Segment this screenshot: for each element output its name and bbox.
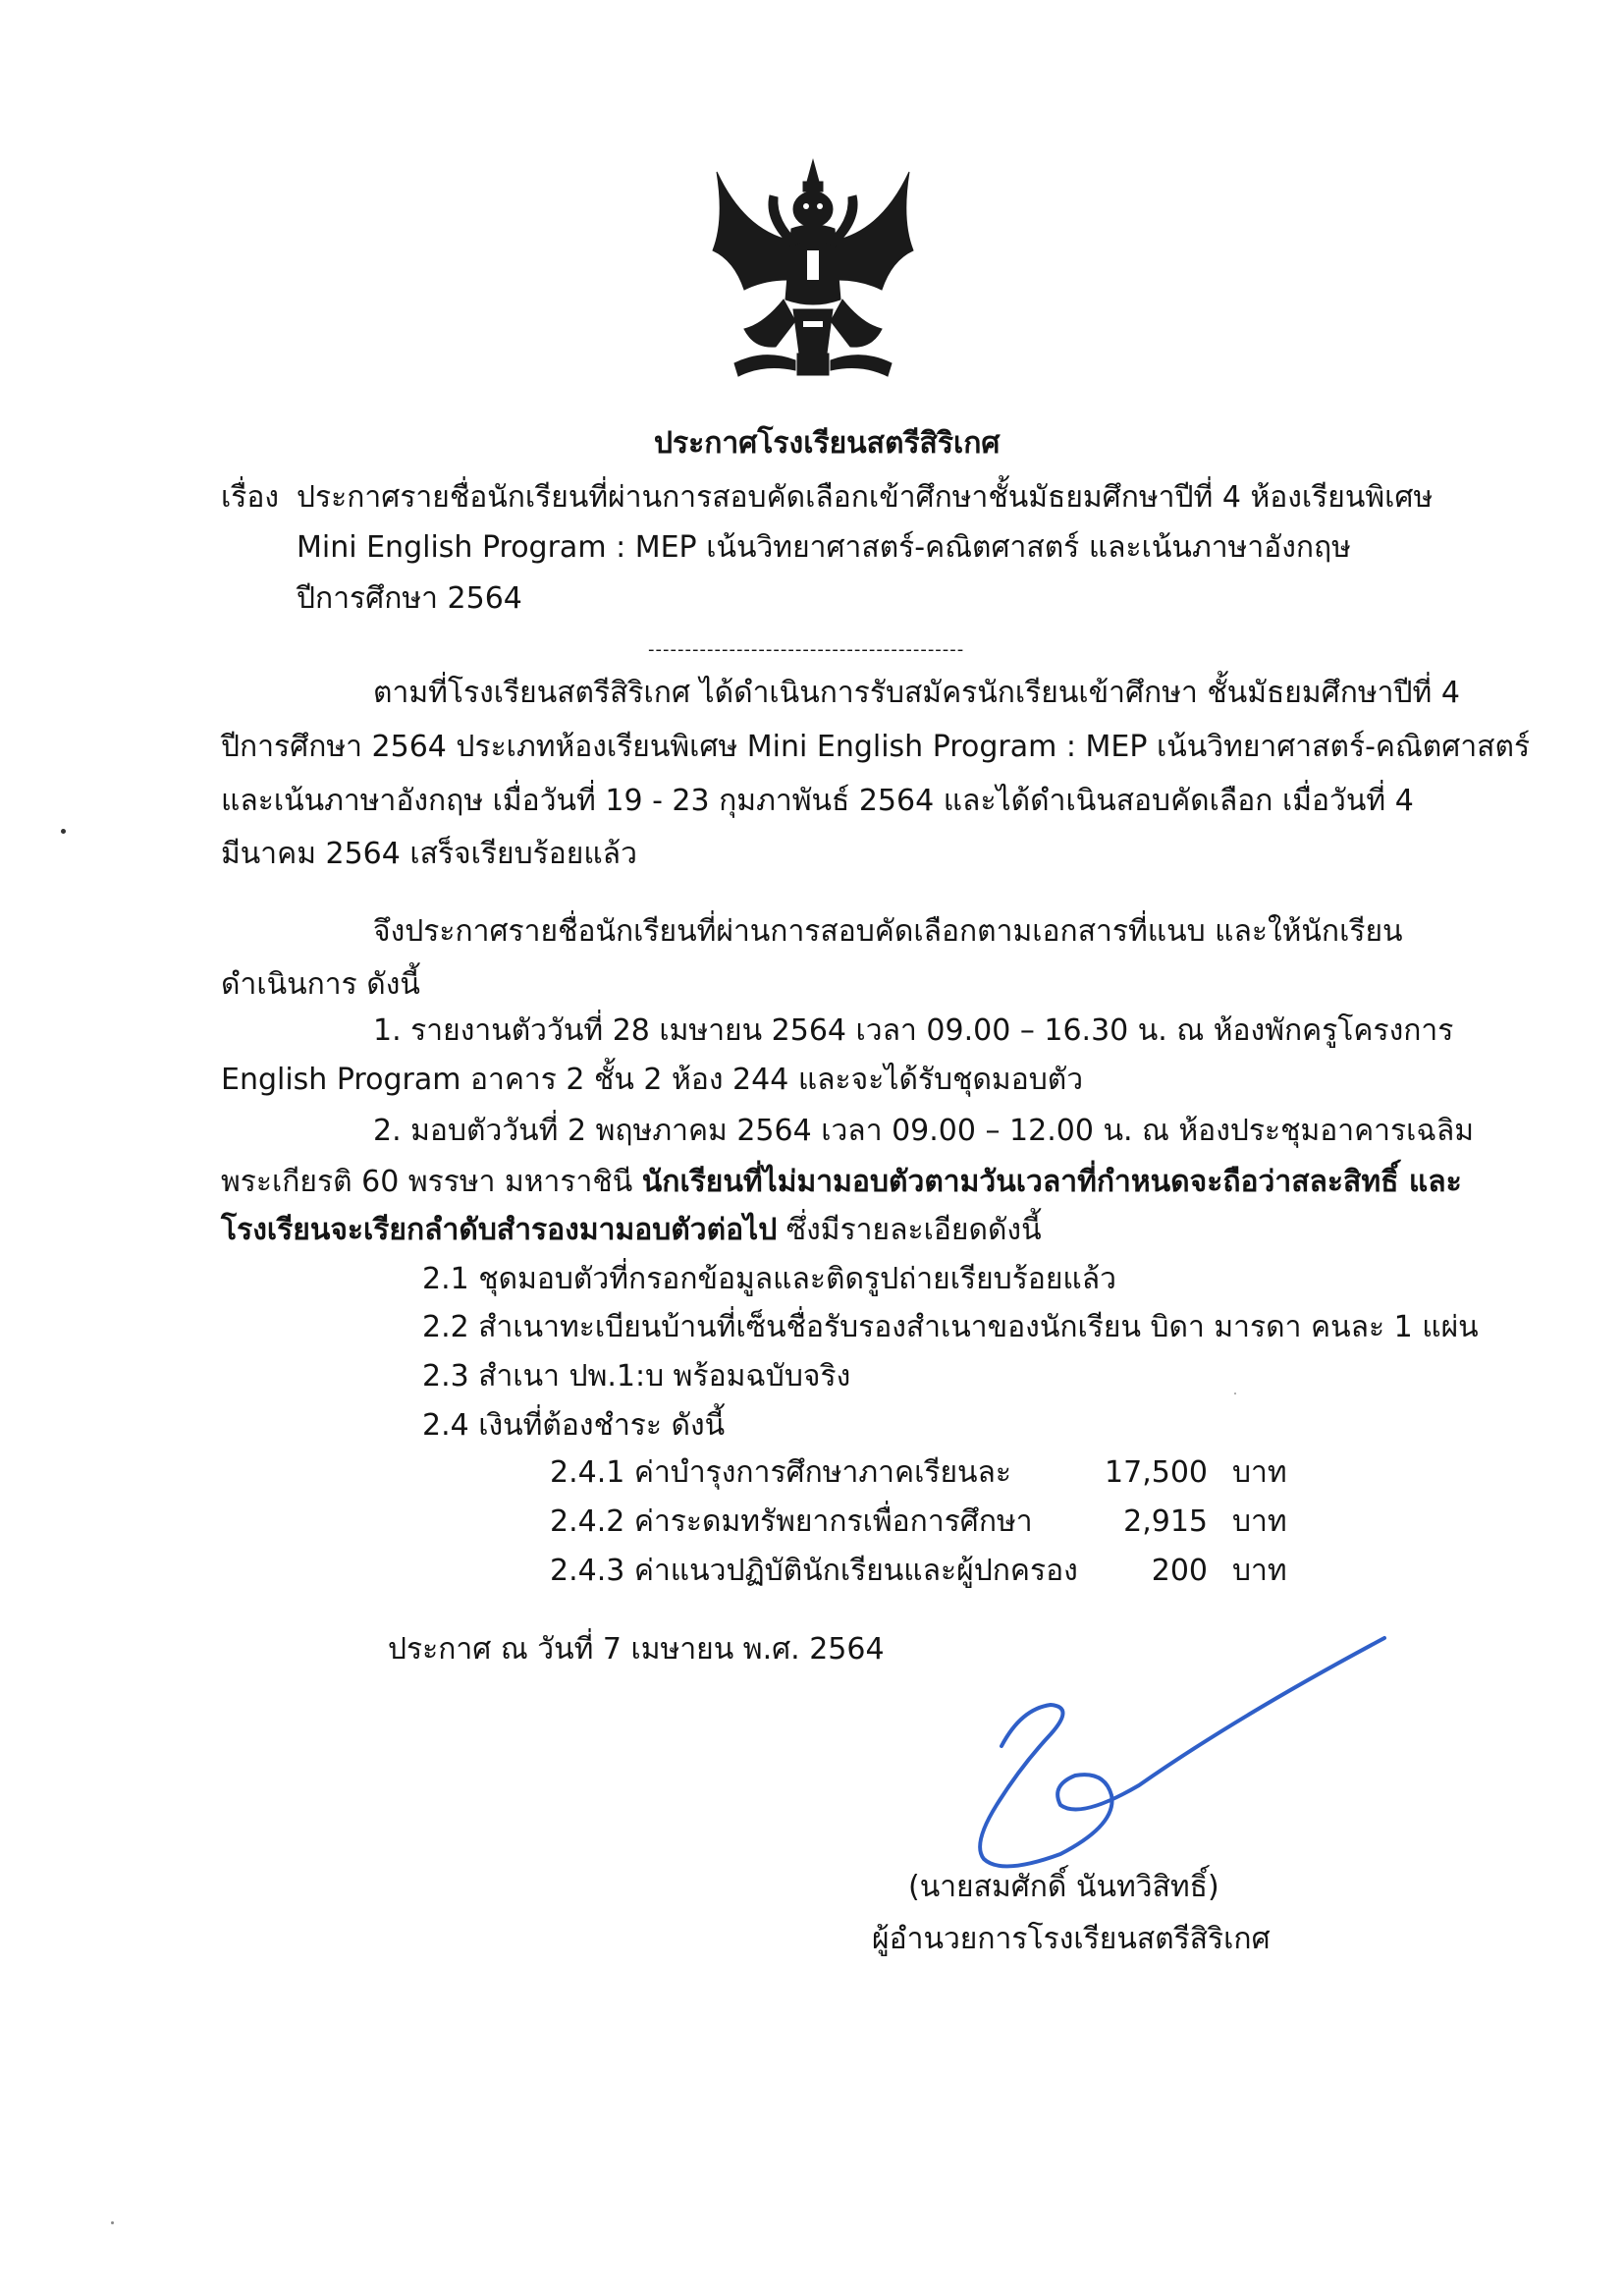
item-2-line-2-normal: พระเกียรติ 60 พรรษา มหาราชินี <box>221 1165 642 1199</box>
subitem-2-1: 2.1 ชุดมอบตัวที่กรอกข้อมูลและติดรูปถ่ายเรียบร้อยแล้ว <box>422 1262 1116 1296</box>
paragraph-1-line-1: ตามที่โรงเรียนสตรีสิริเกศ ได้ดำเนินการรับสมัครนักเรียนเข้าศึกษา ชั้นมัธยมศึกษาปีที่ 4 <box>373 676 1460 710</box>
fee-row-2-amount: 2,915 <box>1123 1504 1208 1539</box>
fee-row-1-unit: บาท <box>1232 1455 1287 1490</box>
garuda-emblem-icon <box>705 152 921 396</box>
signer-position: ผู้อำนวยการโรงเรียนสตรีสิริเกศ <box>872 1922 1271 1956</box>
subject-line-3: ปีการศึกษา 2564 <box>297 581 522 616</box>
item-1-line-2: English Program อาคาร 2 ชั้น 2 ห้อง 244 และจะได้รับชุดมอบตัว <box>221 1063 1084 1097</box>
item-2-line-3 <box>221 1211 1042 1250</box>
scan-speck <box>1234 1393 1236 1394</box>
subject-label: เรื่อง <box>221 480 280 515</box>
paragraph-2-line-2: ดำเนินการ ดังนี้ <box>221 967 420 1002</box>
fee-row-2-unit: บาท <box>1232 1504 1287 1539</box>
announcement-date: ประกาศ ณ วันที่ 7 เมษายน พ.ศ. 2564 <box>388 1632 885 1667</box>
subitem-2-4: 2.4 เงินที่ต้องชำระ ดังนี้ <box>422 1408 726 1443</box>
fee-row-3-unit: บาท <box>1232 1554 1287 1588</box>
paragraph-2-line-1: จึงประกาศรายชื่อนักเรียนที่ผ่านการสอบคัดเลือกตามเอกสารที่แนบ และให้นักเรียน <box>373 914 1403 949</box>
item-1-line-1: 1. รายงานตัววันที่ 28 เมษายน 2564 เวลา 09.00 – 16.30 น. ณ ห้องพักครูโครงการ <box>373 1013 1454 1048</box>
document-title: ประกาศโรงเรียนสตรีสิริเกศ <box>654 426 1001 461</box>
divider: ------------------------------------------- <box>648 639 965 660</box>
paragraph-1-line-3: และเน้นภาษาอังกฤษ เมื่อวันที่ 19 - 23 กุมภาพันธ์ 2564 และได้ดำเนินสอบคัดเลือก เมื่อวันที่ 4 <box>221 784 1414 818</box>
item-2-line-1: 2. มอบตัววันที่ 2 พฤษภาคม 2564 เวลา 09.00 – 12.00 น. ณ ห้องประชุมอาคารเฉลิม <box>373 1114 1474 1148</box>
scan-speck <box>61 829 66 834</box>
scan-speck <box>111 2221 114 2224</box>
item-2-line-3-bold: โรงเรียนจะเรียกลำดับสำรองมามอบตัวต่อไป <box>221 1213 778 1247</box>
fee-row-1-label: 2.4.1 ค่าบำรุงการศึกษาภาคเรียนละ <box>550 1455 1012 1490</box>
item-2-line-2 <box>221 1163 1462 1202</box>
paragraph-1-line-4: มีนาคม 2564 เสร็จเรียบร้อยแล้ว <box>221 837 637 871</box>
subject-line-1: ประกาศรายชื่อนักเรียนที่ผ่านการสอบคัดเลือกเข้าศึกษาชั้นมัธยมศึกษาปีที่ 4 ห้องเรียนพิเศษ <box>297 480 1434 515</box>
fee-row-3-label: 2.4.3 ค่าแนวปฏิบัตินักเรียนและผู้ปกครอง <box>550 1554 1078 1588</box>
item-2-line-2-bold: นักเรียนที่ไม่มามอบตัวตามวันเวลาที่กำหนดจะถือว่าสละสิทธิ์ และ <box>641 1165 1462 1199</box>
subject-line-2: Mini English Program : MEP เน้นวิทยาศาสตร์-คณิตศาสตร์ และเน้นภาษาอังกฤษ <box>297 530 1351 565</box>
fee-row-1-amount: 17,500 <box>1105 1455 1208 1490</box>
signature-icon <box>903 1618 1394 1874</box>
fee-row-2-label: 2.4.2 ค่าระดมทรัพยากรเพื่อการศึกษา <box>550 1504 1033 1539</box>
fee-row-3-amount: 200 <box>1151 1554 1208 1588</box>
subitem-2-3: 2.3 สำเนา ปพ.1:บ พร้อมฉบับจริง <box>422 1359 851 1394</box>
subitem-2-2: 2.2 สำเนาทะเบียนบ้านที่เซ็นชื่อรับรองสำเนาของนักเรียน บิดา มารดา คนละ 1 แผ่น <box>422 1310 1479 1344</box>
signer-name: (นายสมศักดิ์ นันทวิสิทธิ์) <box>908 1870 1219 1904</box>
item-2-line-3-normal: ซึ่งมีรายละเอียดดังนี้ <box>777 1213 1042 1247</box>
paragraph-1-line-2: ปีการศึกษา 2564 ประเภทห้องเรียนพิเศษ Mini English Program : MEP เน้นวิทยาศาสตร์-คณิตศาสตร์ <box>221 730 1531 764</box>
